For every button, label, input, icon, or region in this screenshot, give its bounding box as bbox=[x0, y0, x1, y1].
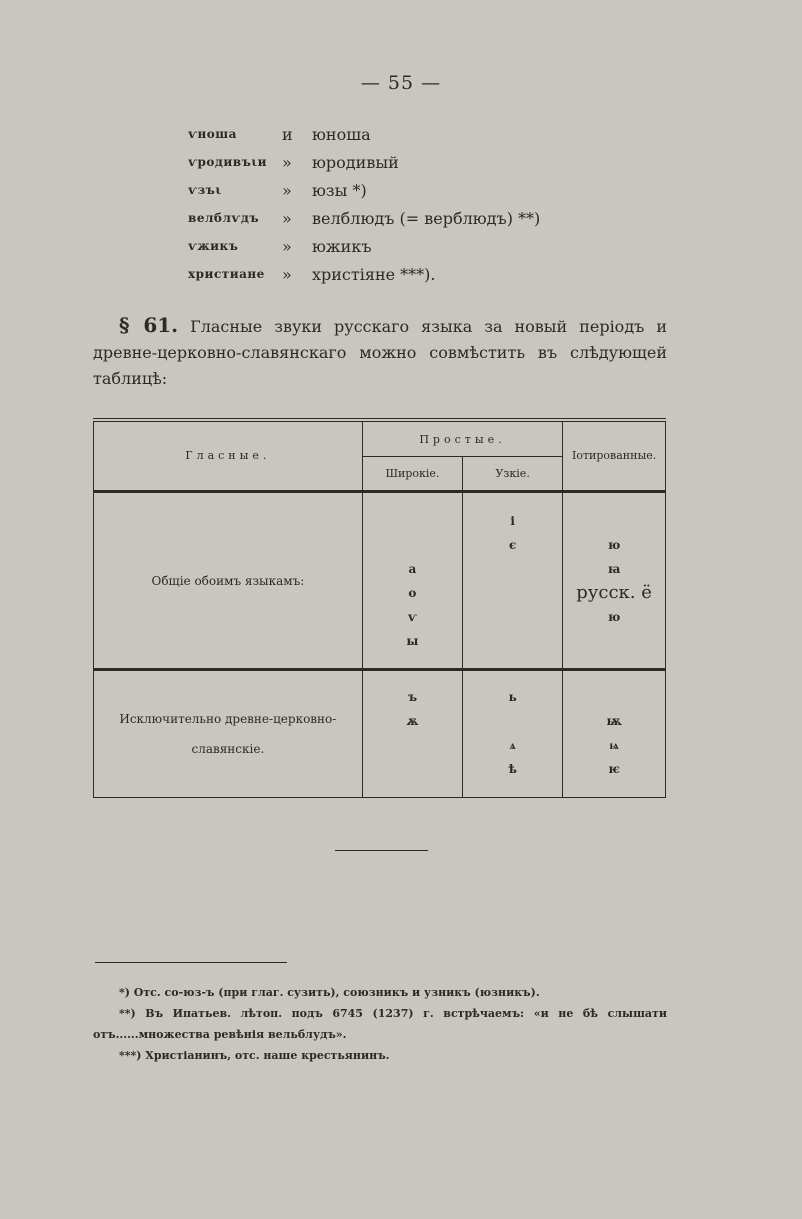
paragraph-line bbox=[93, 312, 667, 392]
vowel: ѩ bbox=[609, 738, 619, 753]
conjunction: » bbox=[282, 152, 292, 172]
vowel: ѵ bbox=[407, 609, 417, 624]
vowel: ъ bbox=[407, 690, 418, 705]
old-form: ѵзъι bbox=[188, 183, 222, 197]
modern-form: юзы *) bbox=[312, 180, 367, 200]
header-simple: Простые. bbox=[362, 420, 562, 457]
header-vowels: Гласные. bbox=[94, 420, 363, 491]
footnotes bbox=[93, 982, 667, 1066]
vowel: а bbox=[408, 561, 417, 576]
old-form: ѵжикъ bbox=[188, 239, 239, 253]
word-row bbox=[188, 204, 540, 232]
ocs-narrow-cell bbox=[463, 670, 563, 798]
row-label-old-church-slavonic: Исключительно древне-церковно-славянскіе. bbox=[94, 670, 363, 798]
conjunction: » bbox=[282, 264, 292, 284]
vowel: ю bbox=[607, 609, 621, 624]
section-paragraph bbox=[93, 312, 667, 392]
vowel: ѣ bbox=[508, 762, 517, 777]
common-narrow-cell bbox=[463, 491, 563, 669]
conjunction: » bbox=[282, 208, 292, 228]
vowel: ѥ bbox=[608, 762, 620, 777]
footnote: *) Отс. со-юз-ъ (при глаг. сузить), союзникъ и узникъ (юзникъ). bbox=[119, 986, 540, 999]
vowel: і bbox=[510, 513, 515, 528]
vowel: ѭ bbox=[606, 714, 622, 729]
vowel: є bbox=[509, 537, 517, 552]
conjunction: и bbox=[282, 124, 293, 144]
vowel: ѫ bbox=[406, 714, 419, 729]
vowel: русск. ё bbox=[576, 581, 652, 603]
modern-form: христіяне ***). bbox=[312, 264, 436, 284]
vowel: ь bbox=[508, 690, 517, 705]
old-form: ѵродивъιи bbox=[188, 155, 268, 169]
conjunction: » bbox=[282, 236, 292, 256]
section-divider bbox=[335, 850, 428, 851]
vowel: ы bbox=[406, 633, 419, 648]
word-row bbox=[188, 148, 540, 176]
vowel-table bbox=[93, 418, 666, 798]
header-iotated: Іотированные. bbox=[563, 420, 666, 491]
modern-form: юноша bbox=[312, 124, 371, 144]
vowel: ꙗ bbox=[607, 561, 621, 576]
row-label-common: Общіе обоимъ языкамъ: bbox=[94, 491, 363, 669]
word-row bbox=[188, 176, 540, 204]
ocs-broad-cell bbox=[362, 670, 462, 798]
conjunction: » bbox=[282, 180, 292, 200]
modern-form: южикъ bbox=[312, 236, 372, 256]
header-narrow: Узкіе. bbox=[463, 457, 563, 491]
word-list bbox=[188, 120, 540, 288]
footnote-rule bbox=[95, 962, 287, 963]
old-form: ѵноша bbox=[188, 127, 237, 141]
vowel: ю bbox=[607, 537, 621, 552]
word-row bbox=[188, 232, 540, 260]
ocs-iotated-cell bbox=[563, 670, 666, 798]
modern-form: юродивый bbox=[312, 152, 399, 172]
vowel: о bbox=[408, 585, 417, 600]
table-row bbox=[94, 670, 666, 798]
common-iotated-cell bbox=[563, 491, 666, 669]
table-header-row bbox=[94, 420, 666, 457]
footnote: ***) Христіанинъ, отс. наше крестьянинъ. bbox=[119, 1049, 390, 1062]
section-number: § 61. bbox=[119, 313, 179, 337]
word-row bbox=[188, 120, 540, 148]
word-row bbox=[188, 260, 540, 288]
old-form: христиане bbox=[188, 267, 265, 281]
paragraph-text: Гласные звуки русскаго языка за новый періодъ и древне-церковно-славянскаго можно совмѣстить въ слѣдующей таблицѣ: bbox=[93, 317, 667, 388]
header-broad: Широкіе. bbox=[362, 457, 462, 491]
table-row bbox=[94, 491, 666, 669]
vowel: ѧ bbox=[509, 738, 516, 753]
footnote: **) Въ Ипатьев. лѣтоп. подъ 6745 (1237) г. встрѣчаемъ: «и не бѣ слышати отъ......множества ревѣнія вельблудъ». bbox=[93, 1007, 667, 1041]
old-form: велблѵдъ bbox=[188, 211, 260, 225]
page-number: — 55 — bbox=[360, 72, 442, 94]
modern-form: велблюдъ (= верблюдъ) **) bbox=[312, 208, 541, 228]
common-broad-cell bbox=[362, 491, 462, 669]
